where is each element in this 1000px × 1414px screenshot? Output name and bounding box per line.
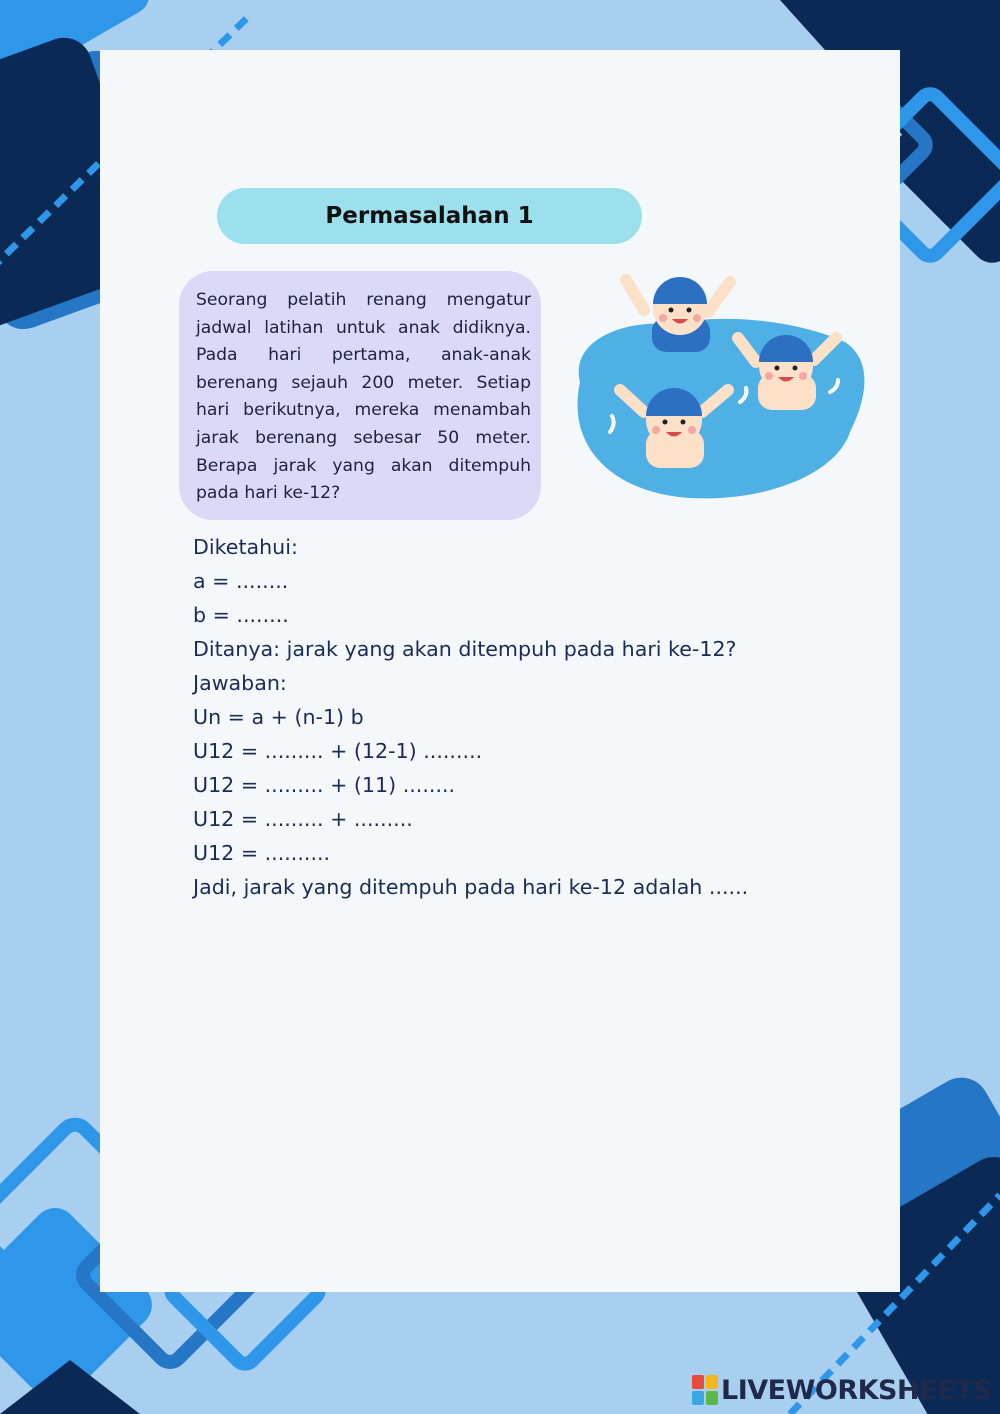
problem-statement: Seorang pelatih renang mengatur jadwal latihan untuk anak didiknya. Pada hari pertama, anak-anak berenang sejauh 200 meter. Setiap hari berikutnya, mereka menambah jarak berenang sebesar 50 meter. Berapa jarak yang akan ditempuh pada hari ke-12? [179, 271, 541, 520]
liveworksheets-logo [692, 1372, 992, 1408]
worksheet-line: b = ........ [193, 603, 289, 627]
worksheet-line: Ditanya: jarak yang akan ditempuh pada hari ke-12? [193, 637, 737, 661]
worksheet-line: a = ........ [193, 569, 289, 593]
worksheet-answer-lines [193, 530, 748, 904]
worksheet-line: Un = a + (n-1) b [193, 705, 364, 729]
worksheet-line: Jadi, jarak yang ditempuh pada hari ke-12 adalah ...... [193, 875, 749, 899]
worksheet-line: Diketahui: [193, 535, 298, 559]
problem-title: Permasalahan 1 [217, 188, 642, 244]
worksheet-line: U12 = ......... + (11) ........ [193, 773, 456, 797]
worksheet-line: U12 = .......... [193, 841, 331, 865]
worksheet-line: U12 = ......... + ......... [193, 807, 413, 831]
three-children-swimming-illustration [560, 262, 870, 508]
worksheet-line: U12 = ......... + (12-1) ......... [193, 739, 483, 763]
liveworksheets-brand-text: LIVEWORKSHEETS [721, 1374, 992, 1406]
worksheet-line: Jawaban: [193, 671, 287, 695]
liveworksheets-logo-icon [692, 1375, 718, 1405]
